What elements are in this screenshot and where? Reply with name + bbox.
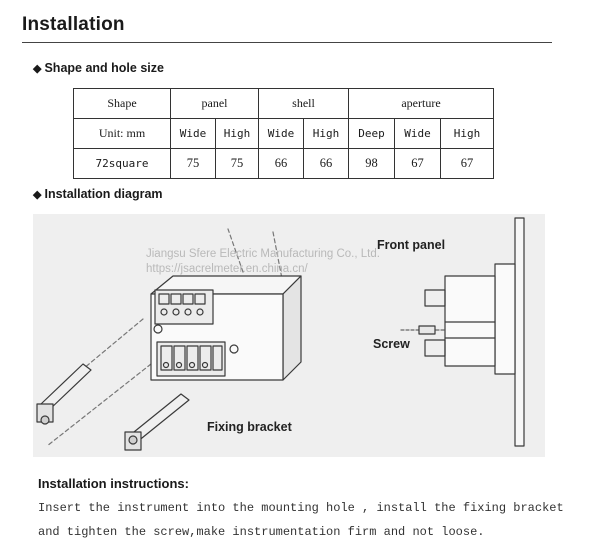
table-header-row bbox=[74, 89, 494, 119]
screw-icon bbox=[419, 326, 435, 334]
top-terminal-block bbox=[155, 290, 213, 324]
subheader-cell: Wide bbox=[171, 119, 216, 149]
fixing-bracket-left bbox=[37, 364, 91, 424]
header-shell: shell bbox=[259, 89, 349, 119]
front-panel-plate bbox=[515, 218, 524, 446]
header-aperture: aperture bbox=[349, 89, 494, 119]
fixing-bracket-label: Fixing bracket bbox=[207, 420, 292, 434]
table-cell: 75 bbox=[216, 149, 259, 179]
header-panel: panel bbox=[171, 89, 259, 119]
subheader-cell: High bbox=[216, 119, 259, 149]
subheader-cell: High bbox=[304, 119, 349, 149]
bottom-terminal-block bbox=[157, 342, 225, 376]
page-title: Installation bbox=[22, 14, 125, 35]
meter-body bbox=[151, 276, 301, 380]
table-cell: 67 bbox=[395, 149, 441, 179]
bracket-screw-icon bbox=[129, 436, 137, 444]
table-row bbox=[74, 149, 494, 179]
row-label: 72square bbox=[74, 149, 171, 179]
header-shape: Shape bbox=[74, 89, 171, 119]
front-panel-label: Front panel bbox=[377, 238, 446, 252]
instructions-heading: Installation instructions: bbox=[38, 476, 189, 491]
section-shape-heading bbox=[33, 61, 164, 75]
bracket-screw-icon bbox=[41, 416, 49, 424]
watermark-company: Jiangsu Sfere Electric Manufacturing Co., Ltd. bbox=[146, 248, 380, 260]
section-diagram-title: Installation diagram bbox=[44, 187, 163, 201]
instructions-line-1: Insert the instrument into the mounting hole , install the fixing bracket bbox=[38, 501, 564, 515]
table-subheader-row bbox=[74, 119, 494, 149]
instructions-line-2: and tighten the screw,make instrumentation firm and not loose. bbox=[38, 525, 485, 539]
screw-label: Screw bbox=[373, 337, 410, 351]
table-cell: 75 bbox=[171, 149, 216, 179]
diamond-bullet-icon: ◆ bbox=[33, 63, 42, 75]
title-divider bbox=[22, 42, 552, 43]
subheader-cell: Wide bbox=[259, 119, 304, 149]
section-shape-title: Shape and hole size bbox=[44, 61, 164, 75]
side-view-mounting bbox=[401, 218, 524, 446]
watermark-url: https://jsacrelmeter.en.china.cn/ bbox=[146, 263, 308, 275]
table-cell: 67 bbox=[441, 149, 494, 179]
fixing-bracket-right bbox=[125, 394, 189, 450]
subheader-cell: Deep bbox=[349, 119, 395, 149]
installation-diagram bbox=[33, 214, 545, 457]
subheader-cell: High bbox=[441, 119, 494, 149]
table-cell: 98 bbox=[349, 149, 395, 179]
diamond-bullet-icon: ◆ bbox=[33, 189, 42, 201]
table-cell: 66 bbox=[304, 149, 349, 179]
table-cell: 66 bbox=[259, 149, 304, 179]
unit-label: Unit: mm bbox=[74, 119, 171, 149]
meter-side-body bbox=[445, 276, 495, 366]
subheader-cell: Wide bbox=[395, 119, 441, 149]
shape-hole-size-table bbox=[73, 88, 494, 179]
section-diagram-heading bbox=[33, 187, 163, 201]
